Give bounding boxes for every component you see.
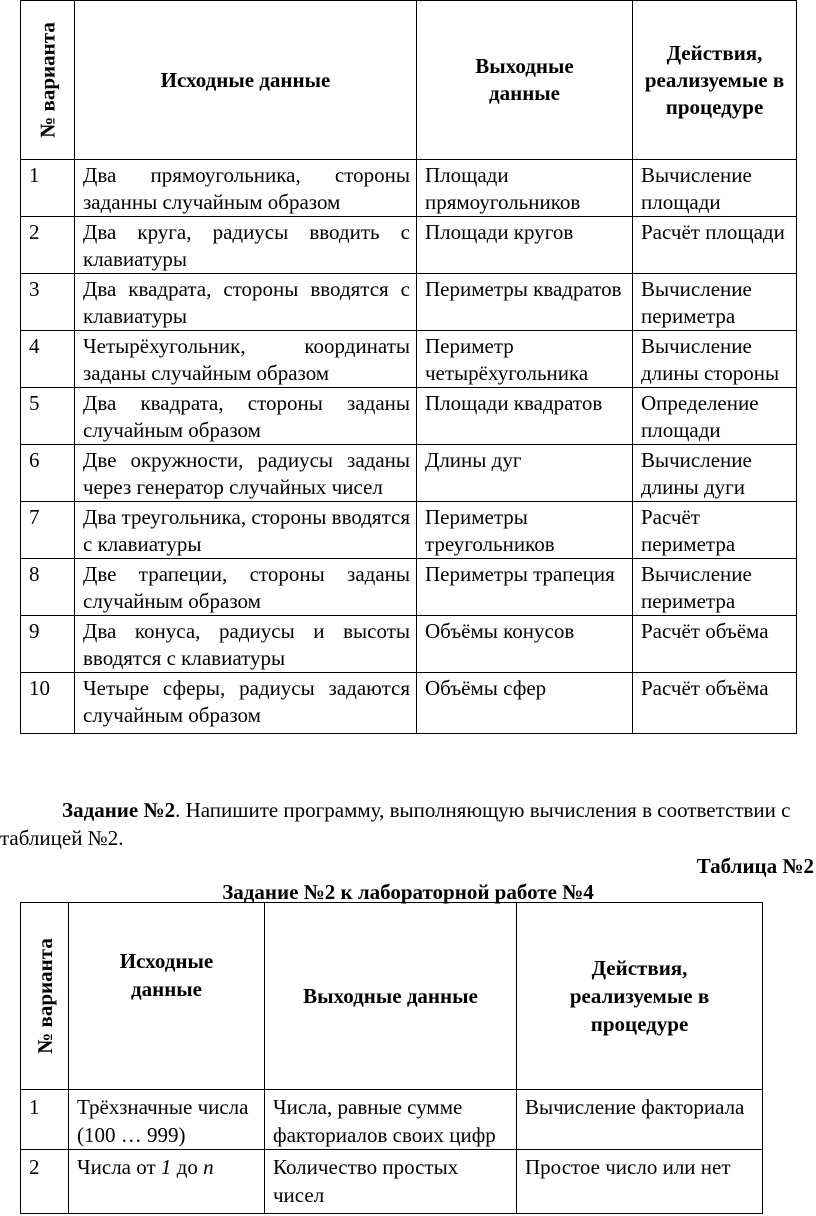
table-row bbox=[21, 274, 797, 331]
row-number: 3 bbox=[21, 274, 75, 331]
row-output: Площади прямоугольников bbox=[417, 160, 633, 217]
row-input: Два прямоугольника, стороны заданны случайным образом bbox=[75, 160, 417, 217]
table-header-row bbox=[21, 1, 797, 160]
row-output: Количество простых чисел bbox=[265, 1150, 517, 1214]
table2-caption: Таблица №2 bbox=[696, 854, 814, 878]
row-input: Два квадрата, стороны вводятся с клавиатуры bbox=[75, 274, 417, 331]
row-input: Трёхзначные числа (100 … 999) bbox=[69, 1090, 265, 1150]
row-action: Расчёт площади bbox=[633, 217, 797, 274]
row-output: Периметры трапеция bbox=[417, 559, 633, 616]
task2-label: Задание №2 bbox=[62, 798, 176, 822]
row-number: 2 bbox=[21, 1150, 69, 1214]
row-input: Два конуса, радиусы и высоты вводятся с клавиатуры bbox=[75, 616, 417, 673]
row-input: Четыре сферы, радиусы задаются случайным образом bbox=[75, 673, 417, 734]
row-output: Длины дуг bbox=[417, 445, 633, 502]
table-row bbox=[21, 1090, 763, 1150]
table-row bbox=[21, 217, 797, 274]
row-number: 10 bbox=[21, 673, 75, 734]
task2-paragraph bbox=[0, 796, 800, 852]
header-input-data: Исходные данные bbox=[69, 903, 265, 1090]
row-number: 9 bbox=[21, 616, 75, 673]
header-variant-number: № варианта bbox=[21, 1, 75, 160]
table-header-row bbox=[21, 903, 763, 1090]
table-row bbox=[21, 388, 797, 445]
row-output: Периметры квадратов bbox=[417, 274, 633, 331]
row-number: 6 bbox=[21, 445, 75, 502]
row-number: 5 bbox=[21, 388, 75, 445]
variants-table-1 bbox=[20, 0, 797, 734]
row-input: Две трапеции, стороны заданы случайным образом bbox=[75, 559, 417, 616]
header-variant-number: № варианта bbox=[21, 903, 69, 1090]
row-output: Числа, равные сумме факториалов своих цифр bbox=[265, 1090, 517, 1150]
row-input: Два треугольника, стороны вводятся с клавиатуры bbox=[75, 502, 417, 559]
row-action: Вычисление периметра bbox=[633, 559, 797, 616]
row-number: 8 bbox=[21, 559, 75, 616]
table2-title: Задание №2 к лабораторной работе №4 bbox=[222, 880, 594, 904]
row-action: Простое число или нет bbox=[517, 1150, 763, 1214]
row-action: Вычисление площади bbox=[633, 160, 797, 217]
table-row bbox=[21, 331, 797, 388]
header-actions: Действия, реализуемые в процедуре bbox=[633, 1, 797, 160]
row-number: 7 bbox=[21, 502, 75, 559]
row-output: Объёмы сфер bbox=[417, 673, 633, 734]
task2-text: . Напишите программу, выполняющую вычисления в соответствии с таблицей №2. bbox=[0, 798, 791, 850]
row-output: Площади кругов bbox=[417, 217, 633, 274]
row-number: 1 bbox=[21, 160, 75, 217]
row-action: Определение площади bbox=[633, 388, 797, 445]
header-output-data: Выходные данные bbox=[417, 1, 633, 160]
row-number: 2 bbox=[21, 217, 75, 274]
row-number: 4 bbox=[21, 331, 75, 388]
row-action: Вычисление длины стороны bbox=[633, 331, 797, 388]
header-output-data: Выходные данные bbox=[265, 903, 517, 1090]
row-input: Два квадрата, стороны заданы случайным образом bbox=[75, 388, 417, 445]
row-action: Расчёт периметра bbox=[633, 502, 797, 559]
row-input: Числа от 1 до n bbox=[69, 1150, 265, 1214]
row-action: Вычисление факториала bbox=[517, 1090, 763, 1150]
row-output: Периметр четырёхугольника bbox=[417, 331, 633, 388]
header-actions: Действия, реализуемые в процедуре bbox=[517, 903, 763, 1090]
row-action: Расчёт объёма bbox=[633, 673, 797, 734]
row-output: Площади квадратов bbox=[417, 388, 633, 445]
table-row bbox=[21, 160, 797, 217]
row-action: Вычисление длины дуги bbox=[633, 445, 797, 502]
row-output: Объёмы конусов bbox=[417, 616, 633, 673]
row-output: Периметры треугольников bbox=[417, 502, 633, 559]
row-action: Расчёт объёма bbox=[633, 616, 797, 673]
row-action: Вычисление периметра bbox=[633, 274, 797, 331]
table-row bbox=[21, 1150, 763, 1214]
row-input: Две окружности, радиусы заданы через генератор случайных чисел bbox=[75, 445, 417, 502]
variants-table-2 bbox=[20, 902, 763, 1214]
row-input: Два круга, радиусы вводить с клавиатуры bbox=[75, 217, 417, 274]
table-row bbox=[21, 616, 797, 673]
row-input: Четырёхугольник, координаты заданы случайным образом bbox=[75, 331, 417, 388]
row-number: 1 bbox=[21, 1090, 69, 1150]
table-row bbox=[21, 559, 797, 616]
header-input-data: Исходные данные bbox=[75, 1, 417, 160]
table-row bbox=[21, 445, 797, 502]
table-row bbox=[21, 673, 797, 734]
table-row bbox=[21, 502, 797, 559]
